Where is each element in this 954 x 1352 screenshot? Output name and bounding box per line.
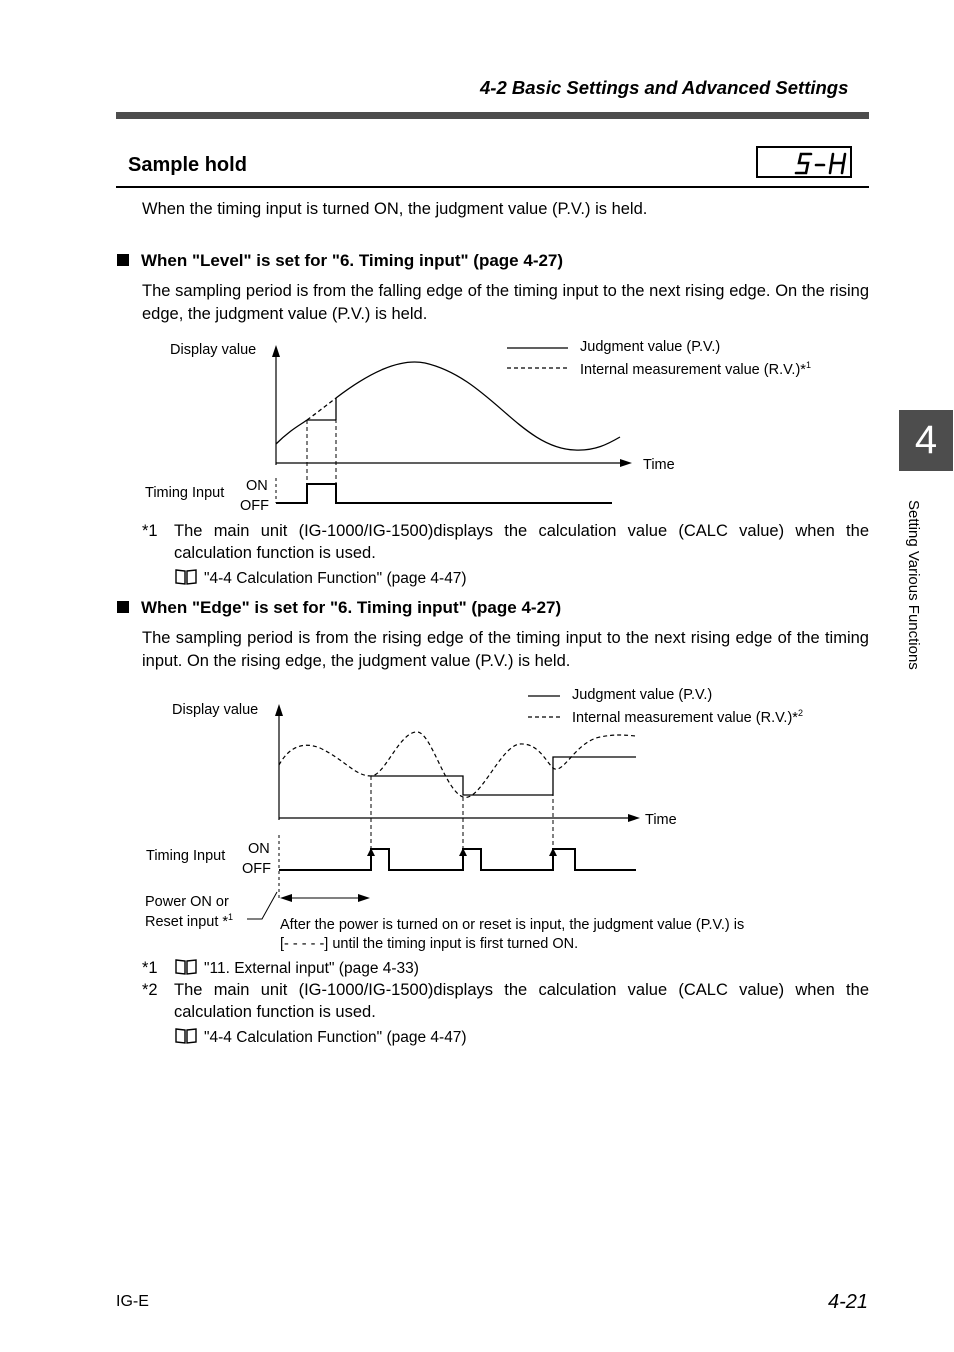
- level-off-label: OFF: [240, 498, 269, 514]
- edge-power-label-1: Power ON or: [145, 894, 229, 910]
- section-title: Sample hold: [128, 154, 247, 176]
- bullet-square-icon: [117, 254, 129, 266]
- edge-power-label-2: Reset input *$^1$: [145, 912, 234, 930]
- level-timing-signal: [276, 484, 612, 503]
- lcd-segment-icon: [758, 148, 854, 180]
- edge-pv-steps: [371, 757, 636, 795]
- edge-after-text-2: [- - - - -] until the timing input is first turned ON.: [280, 936, 579, 952]
- edge-timing-label: Timing Input: [146, 848, 226, 864]
- edge-power-leader: [247, 892, 277, 919]
- edge-y-arrow: [275, 704, 283, 716]
- intro-text: When the timing input is turned ON, the judgment value (P.V.) is held.: [142, 200, 648, 218]
- level-note1-ref: "4-4 Calculation Function" (page 4-47): [174, 568, 467, 588]
- level-x-arrow: [620, 459, 632, 467]
- edge-timing-signal: [279, 849, 636, 870]
- edge-rv-curve: [279, 732, 636, 798]
- edge-legend-pv: Judgment value (P.V.): [572, 687, 713, 703]
- level-note1-text: The main unit (IG-1000/IG-1500)displays the calculation value (CALC value) when the calculation function is used.: [174, 522, 869, 562]
- footer-page-number: 4-21: [828, 1291, 869, 1313]
- chapter-tab: 4: [899, 410, 953, 471]
- edge-interval-arrow-left: [280, 894, 292, 902]
- book-icon: [174, 1027, 198, 1045]
- edge-on-label: ON: [248, 841, 270, 857]
- edge-heading-text: When "Edge" is set for "6. Timing input" (page 4-27): [141, 598, 562, 617]
- level-on-label: ON: [246, 478, 268, 494]
- edge-time-label: Time: [645, 812, 677, 828]
- edge-ylabel: Display value: [172, 702, 259, 718]
- edge-body: The sampling period is from the rising edge of the timing input to the next rising edge of the timing input. On the rising edge, the judgment value (P.V.) is held.: [142, 629, 869, 670]
- edge-legend-rv: Internal measurement value (R.V.)*$^2$: [572, 708, 803, 726]
- level-heading-text: When "Level" is set for "6. Timing input" (page 4-27): [141, 251, 564, 270]
- edge-after-text-1: After the power is turned on or reset is input, the judgment value (P.V.) is: [280, 917, 745, 933]
- edge-note1-mark: *1: [142, 959, 158, 977]
- level-timing-diagram: [130, 330, 850, 515]
- level-legend-pv: Judgment value (P.V.): [580, 339, 721, 355]
- edge-note2-ref: "4-4 Calculation Function" (page 4-47): [174, 1027, 467, 1047]
- level-timing-label: Timing Input: [145, 485, 225, 501]
- edge-note2-text: The main unit (IG-1000/IG-1500)displays the calculation value (CALC value) when the calculation function is used.: [174, 981, 869, 1021]
- level-note1-mark: *1: [142, 522, 158, 540]
- level-time-label: Time: [643, 457, 675, 473]
- edge-off-label: OFF: [242, 861, 271, 877]
- chapter-side-label: Setting Various Functions: [905, 500, 922, 670]
- book-icon: [174, 568, 198, 586]
- level-ylabel: Display value: [170, 342, 257, 358]
- edge-x-arrow: [628, 814, 640, 822]
- level-legend-rv: Internal measurement value (R.V.)*$^1$: [580, 360, 811, 378]
- edge-timing-diagram: [130, 680, 850, 955]
- footer-manual-id: IG-E: [116, 1293, 149, 1310]
- edge-note2-mark: *2: [142, 981, 158, 999]
- edge-note1-ref: "11. External input" (page 4-33): [174, 958, 419, 978]
- running-header: 4-2 Basic Settings and Advanced Settings: [480, 77, 849, 98]
- title-rule: [116, 186, 869, 188]
- bullet-square-icon: [117, 601, 129, 613]
- level-pv-curve-2: [336, 362, 620, 450]
- book-icon: [174, 958, 198, 976]
- level-y-arrow: [272, 345, 280, 357]
- level-rv-curve: [307, 398, 336, 420]
- level-pv-curve-1: [276, 420, 307, 444]
- lcd-display: [756, 146, 852, 178]
- header-bar: [116, 112, 869, 119]
- edge-heading: [117, 598, 561, 618]
- edge-interval-arrow-right: [358, 894, 370, 902]
- level-heading: [117, 251, 563, 271]
- level-body: The sampling period is from the falling edge of the timing input to the next rising edge. On the rising edge, the judgment value (P.V.) is held.: [142, 282, 869, 323]
